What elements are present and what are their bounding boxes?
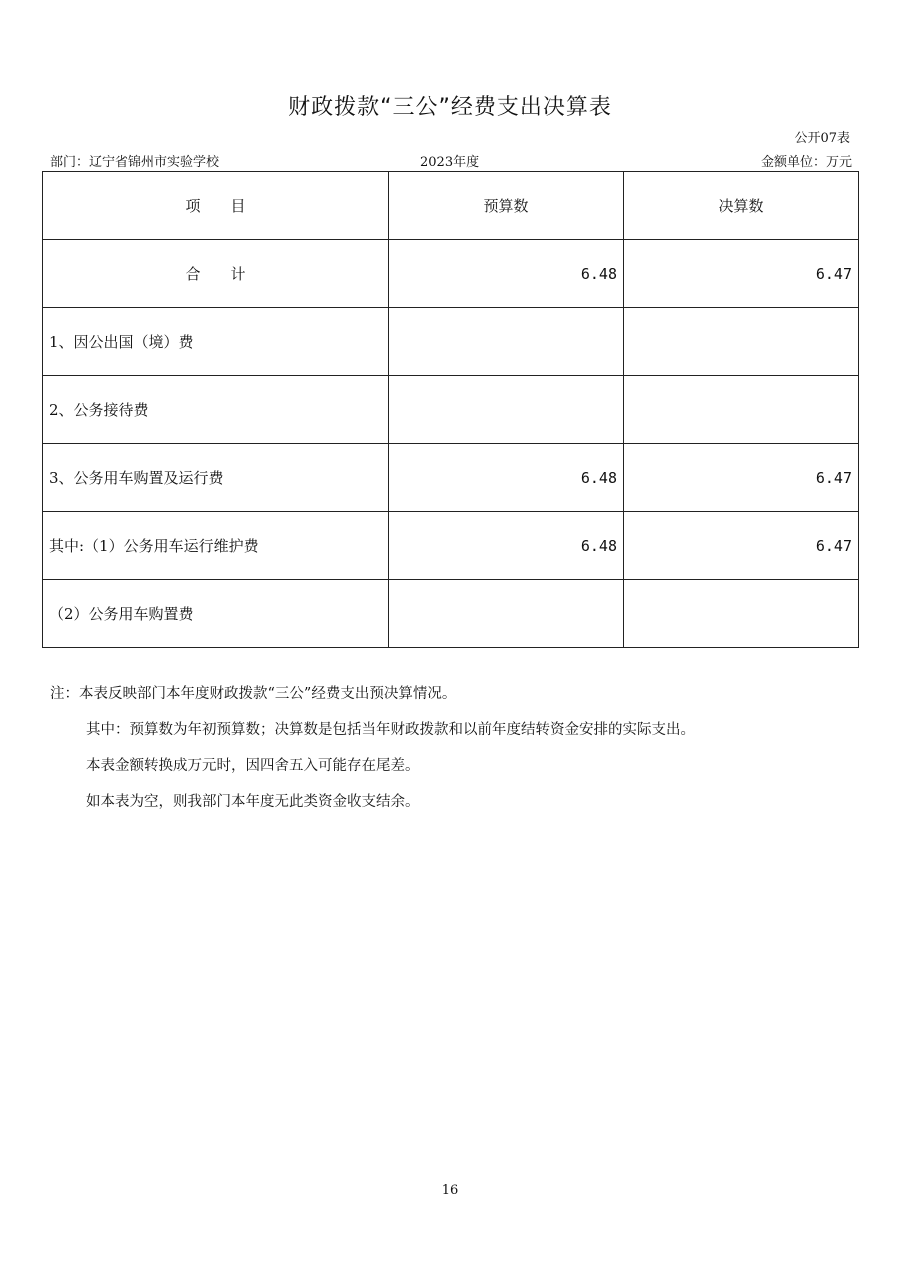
year-label: 2023年度 <box>420 155 480 170</box>
row-label: 3、公务用车购置及运行费 <box>43 444 389 512</box>
row-final <box>624 308 859 376</box>
table-row <box>43 308 859 376</box>
header-final: 决算数 <box>624 172 859 240</box>
department-label: 部门：辽宁省锦州市实验学校 <box>50 155 220 170</box>
table-header-row <box>43 172 859 240</box>
row-final <box>624 376 859 444</box>
row-budget <box>389 308 624 376</box>
note-line: 其中：预算数为年初预算数；决算数是包括当年财政拨款和以前年度结转资金安排的实际支出。 <box>86 722 695 738</box>
table-row <box>43 444 859 512</box>
page-title: 财政拨款“三公”经费支出决算表 <box>288 95 612 120</box>
page-number: 16 <box>441 1183 459 1198</box>
row-label: 1、因公出国（境）费 <box>43 308 389 376</box>
note-line: 如本表为空，则我部门本年度无此类资金收支结余。 <box>86 794 420 810</box>
row-budget: 6.48 <box>389 444 624 512</box>
row-budget <box>389 376 624 444</box>
table-row <box>43 580 859 648</box>
unit-label: 金额单位：万元 <box>760 155 852 170</box>
header-item: 项 目 <box>43 172 389 240</box>
table-row-total <box>43 240 859 308</box>
row-label: 合 计 <box>43 240 389 308</box>
notes <box>50 676 870 820</box>
row-final: 6.47 <box>624 444 859 512</box>
row-budget: 6.48 <box>389 240 624 308</box>
row-final: 6.47 <box>624 240 859 308</box>
row-label: （2）公务用车购置费 <box>43 580 389 648</box>
expense-table <box>42 171 859 648</box>
meta-row <box>50 151 852 169</box>
row-final: 6.47 <box>624 512 859 580</box>
row-budget <box>389 580 624 648</box>
row-label: 2、公务接待费 <box>43 376 389 444</box>
table-row <box>43 512 859 580</box>
form-number: 公开07表 <box>794 131 850 146</box>
row-budget: 6.48 <box>389 512 624 580</box>
row-final <box>624 580 859 648</box>
table-row <box>43 376 859 444</box>
header-budget: 预算数 <box>389 172 624 240</box>
note-line: 本表金额转换成万元时，因四舍五入可能存在尾差。 <box>86 758 420 774</box>
note-line: 注：本表反映部门本年度财政拨款“三公”经费支出预决算情况。 <box>50 686 457 702</box>
row-label: 其中:（1）公务用车运行维护费 <box>43 512 389 580</box>
